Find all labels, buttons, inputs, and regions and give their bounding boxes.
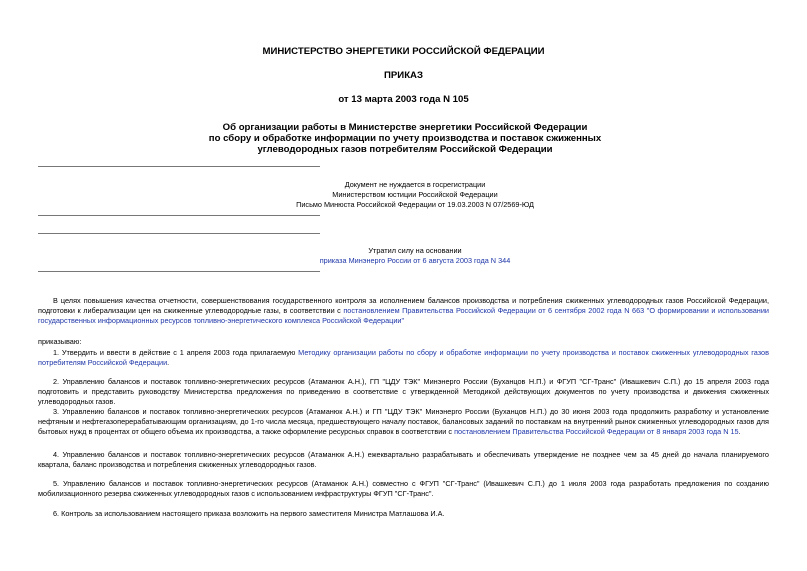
title-line: Об организации работы в Министерстве энергетики Российской Федерации: [222, 122, 588, 133]
government-decree-663-link[interactable]: постановлением Правительства Российской Федерации от 6 сентября 2002 года N 663 "О формировании и использовании государственных информационных ресурсов топливно-энергетического комплекса Российской Федерации": [38, 305, 769, 325]
divider: [38, 215, 320, 216]
divider: [38, 233, 320, 234]
document-date-number: от 13 марта 2003 года N 105: [338, 94, 469, 105]
divider: [38, 166, 320, 167]
order-item-text: 1. Утвердить и ввести в действие с 1 апреля 2003 года прилагаемую: [53, 348, 299, 357]
order-word: приказываю:: [38, 337, 82, 346]
order-item-text: 3. Управлению балансов и поставок топливно-энергетических ресурсов (Атаманюк А.Н.) и ГП "ЦДУ ТЭК" Минэнерго России (Буханцов Н.П.) до 30 июня 2003 года продолжить разработку и установление нефтяным и нефтегазоперерабатывающим организациям, до 1-го числа месяца, предшествующего началу поставок, балансовых заданий по поставкам на внутренний рынок сжиженных углеводородных газов для бытовых нужд в процентах от общего объема их производства, а также оформление ресурсных справок в соответствии с: [38, 407, 769, 436]
preamble-text: В целях повышения качества отчетности, совершенствования государственного контроля за исполнением балансов производства и потребления сжиженных углеводородных газов Российской Федерации, подготовки к либерализации цен на сжиженные углеводородные газы, в соответствии с: [38, 296, 769, 315]
ministry-heading: МИНИСТЕРСТВО ЭНЕРГЕТИКИ РОССИЙСКОЙ ФЕДЕРАЦИИ: [262, 46, 545, 57]
registration-note-line: Документ не нуждается в госрегистрации: [344, 180, 486, 189]
order-item-2: 2. Управлению балансов и поставок топливно-энергетических ресурсов (Атаманюк А.Н.), ГП "ЦДУ ТЭК" Минэнерго России (Буханцов Н.П.) и ФГУП "СГ-Транс" (Ивашкевич С.П.) до 15 апреля 2003 года подготовить и представить руководству Министерства предложения по приведению в соответствие с утвержденной Методикой действующих документов по учету производства и движения сжиженных углеводородных газов.: [38, 377, 769, 406]
order-item-5: 5. Управлению балансов и поставок топливно-энергетических ресурсов (Атаманюк А.Н.) совместно с ФГУП "СГ-Транс" (Ивашкевич С.П.) до 1 июля 2003 года разработать предложения по созданию мобилизационного резерва сжиженных углеводородных газов с использованием инфраструктуры ФГУП "СГ-Транс".: [38, 479, 769, 498]
repeal-order-link[interactable]: приказа Минэнерго России от 6 августа 2003 года N 344: [319, 255, 511, 265]
registration-note-line: Письмо Минюста Российской Федерации от 19.03.2003 N 07/2569-ЮД: [296, 199, 534, 209]
methodology-link[interactable]: Методику организации работы по сбору и обработке информации по учету производства и поставок сжиженных углеводородных газов потребителям Российской Федерации: [38, 348, 769, 367]
registration-note: [160, 180, 670, 209]
preamble-paragraph: [38, 296, 769, 326]
order-item-3: [38, 407, 769, 437]
order-item-text: .: [738, 426, 741, 436]
order-item-1: [38, 348, 769, 368]
divider: [38, 271, 320, 272]
title-line: по сбору и обработке информации по учету производства и поставок сжиженных: [208, 133, 602, 145]
order-item-text: .: [167, 357, 170, 367]
document-type: ПРИКАЗ: [384, 70, 423, 81]
order-item-6: 6. Контроль за использованием настоящего приказа возложить на первого заместителя Министра Матлашова И.А.: [53, 509, 445, 518]
order-item-4: 4. Управлению балансов и поставок топливно-энергетических ресурсов (Атаманюк А.Н.) ежеквартально разрабатывать и обеспечивать утверждение не позднее чем за 45 дней до начала планируемого квартала, баланс производства и потребления сжиженных углеводородных газов.: [38, 450, 769, 469]
status-note-text: Утратил силу на основании: [368, 246, 462, 255]
document-title: [150, 122, 660, 156]
government-decree-15-link[interactable]: постановлением Правительства Российской Федерации от 8 января 2003 года N 15: [454, 426, 739, 436]
registration-note-line: Министерством юстиции Российской Федерации: [332, 189, 498, 199]
status-note: [160, 246, 670, 266]
title-line: углеводородных газов потребителям Российской Федерации: [257, 144, 553, 156]
